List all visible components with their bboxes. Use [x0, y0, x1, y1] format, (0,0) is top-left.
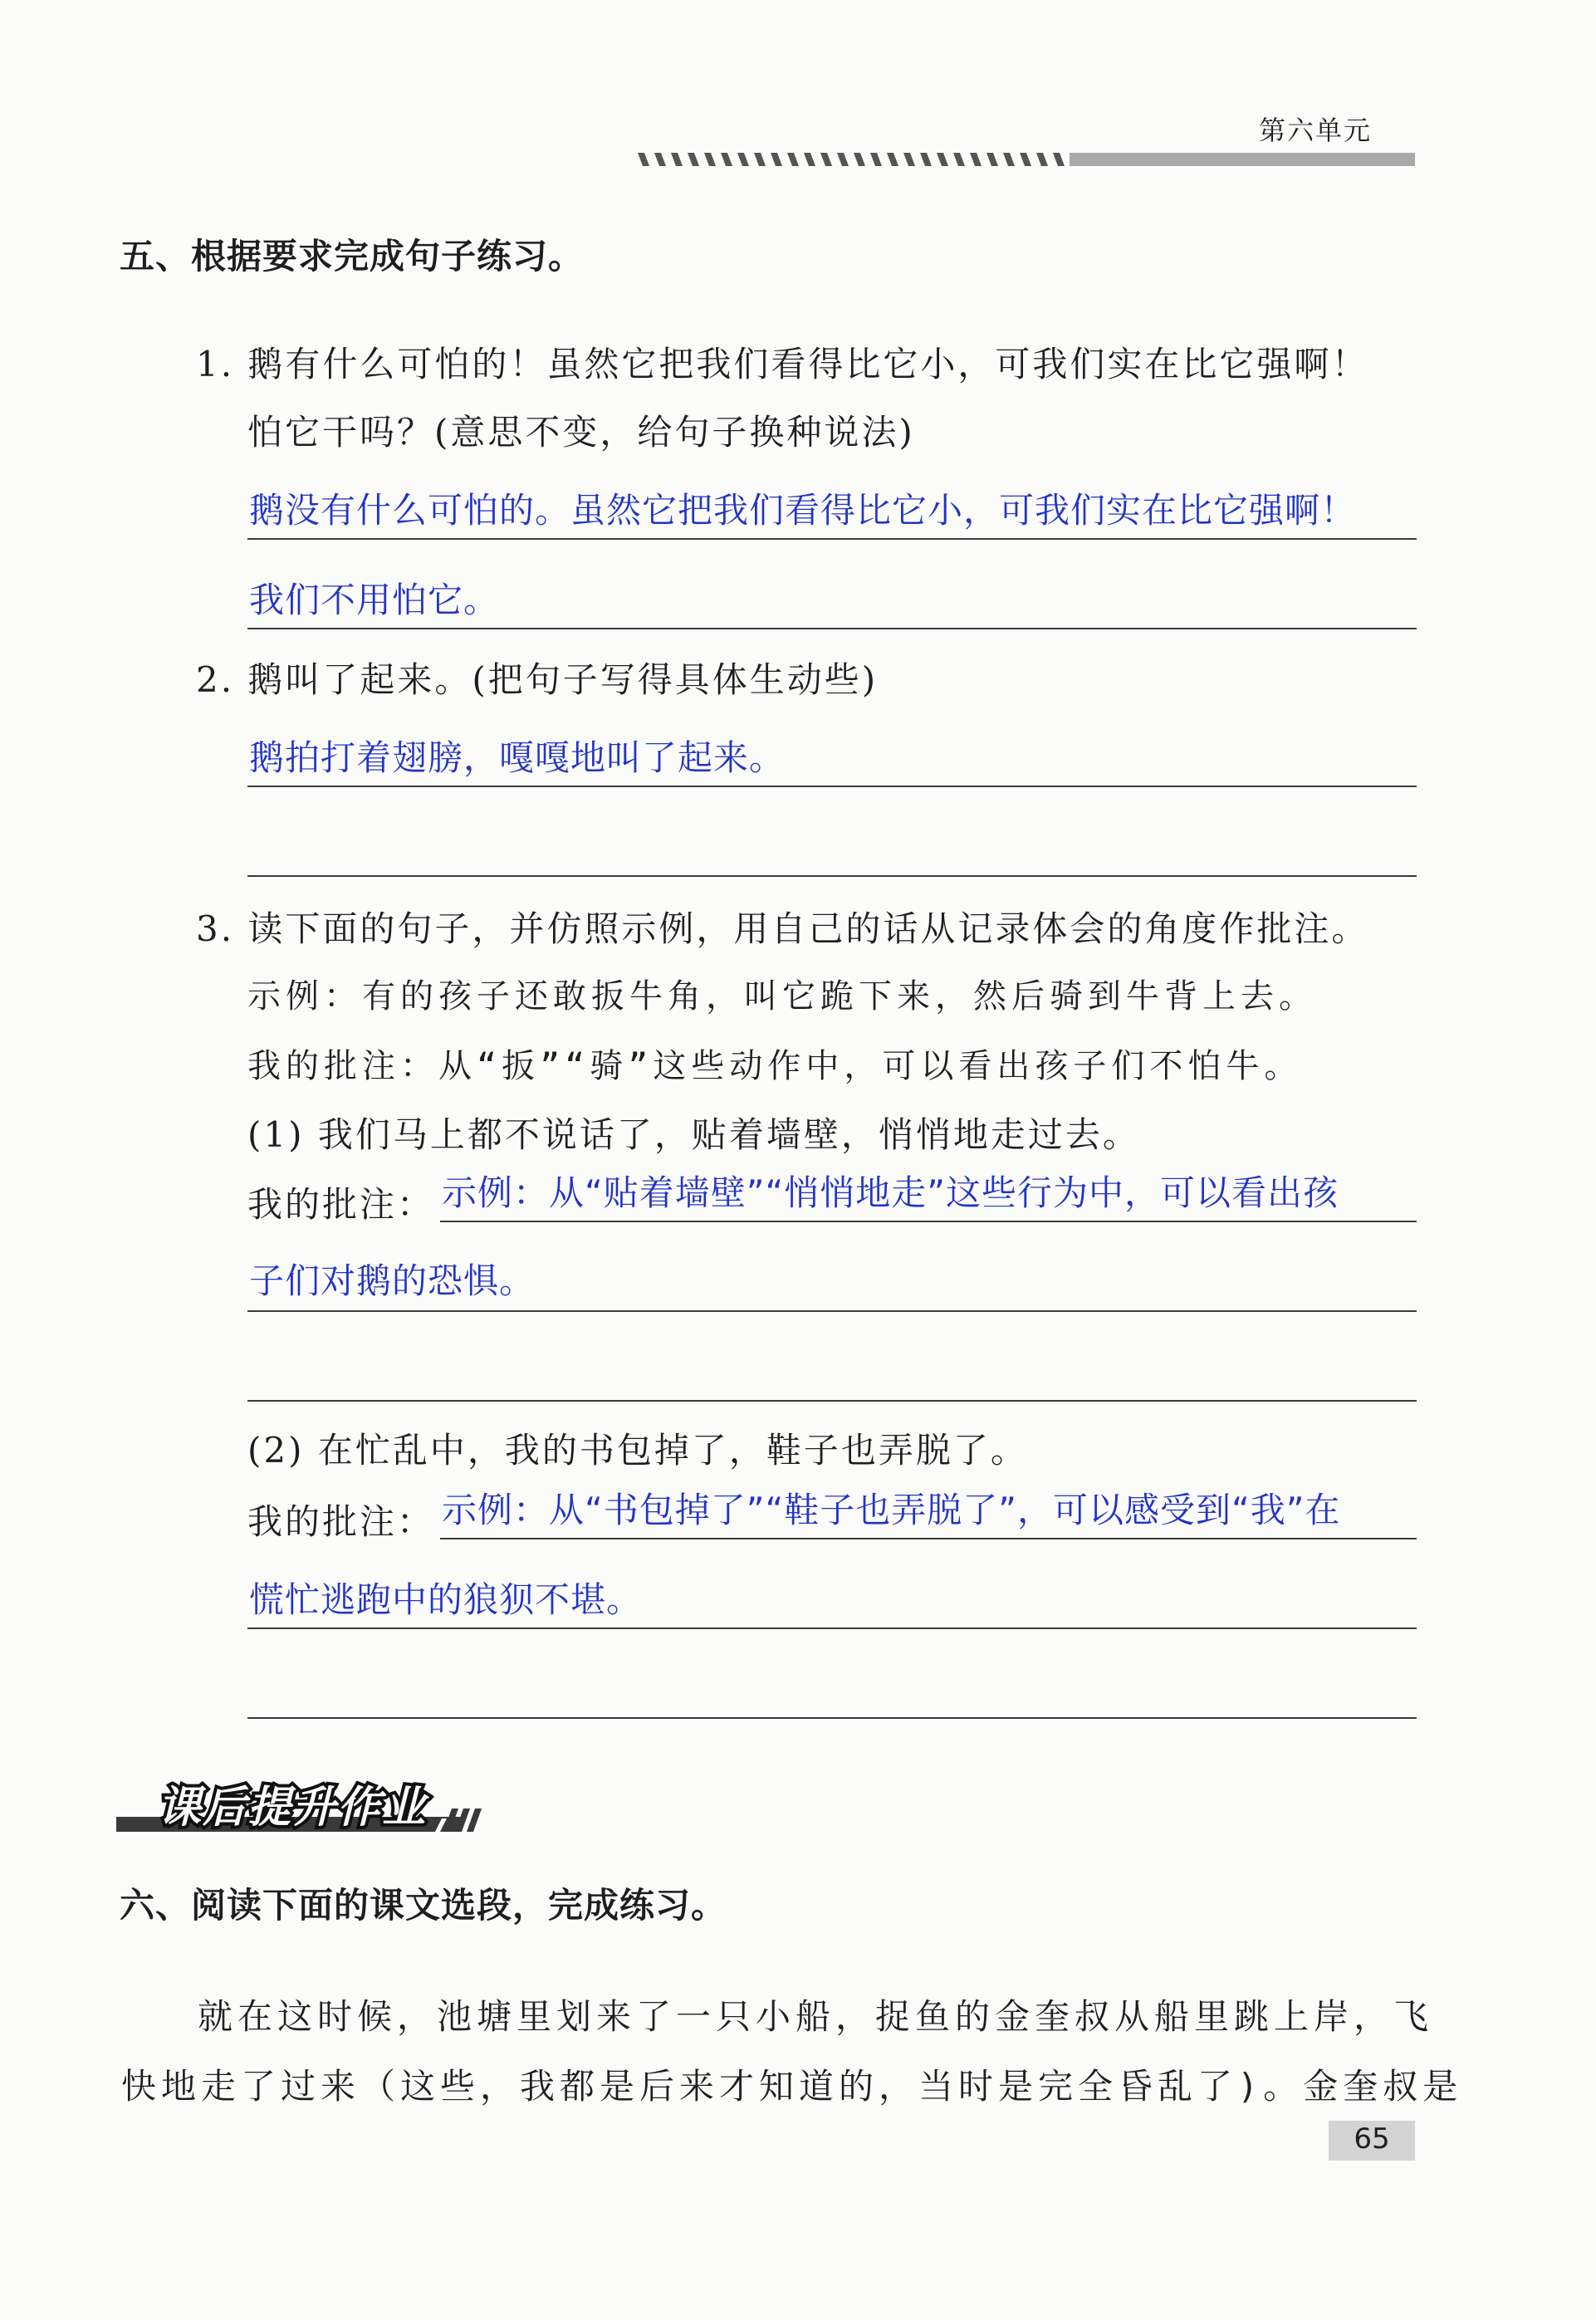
question-3-text: 3. 读下面的句子，并仿照示例，用自己的话从记录体会的角度作批注。 [196, 908, 1369, 949]
sub-answer-1-line-2: 子们对鹅的恐惧。 [249, 1260, 536, 1301]
note-label-2: 我的批注： [247, 1501, 435, 1542]
answer-line [247, 1310, 1417, 1312]
header-decoration-bar [638, 149, 1415, 169]
section-5-title: 五、根据要求完成句子练习。 [120, 236, 585, 277]
answer-1-line-2: 我们不用怕它。 [249, 580, 500, 620]
example-note: 我的批注：从“扳”“骑”这些动作中，可以看出孩子们不怕牛。 [247, 1047, 1303, 1085]
answer-line [440, 1538, 1417, 1539]
answer-line [247, 1717, 1417, 1719]
answer-line [440, 1221, 1417, 1222]
answer-line [247, 628, 1417, 629]
sub-answer-2-line-1: 示例：从“书包掉了”“鞋子也弄脱了”，可以感受到“我”在 [442, 1490, 1341, 1530]
note-label-1: 我的批注： [247, 1184, 435, 1225]
unit-label: 第六单元 [1259, 115, 1373, 146]
answer-2-line-1: 鹅拍打着翅膀，嘎嘎地叫了起来。 [249, 737, 786, 778]
passage-line-2: 快地走了过来（这些，我都是后来才知道的，当时是完全昏乱了)。金奎叔是 [121, 2066, 1463, 2107]
question-1-instruction: 怕它干吗？(意思不变，给句子换种说法) [247, 412, 915, 453]
question-2-text: 2. 鹅叫了起来。(把句子写得具体生动些) [196, 659, 879, 700]
answer-1-line-1: 鹅没有什么可怕的。虽然它把我们看得比它小，可我们实在比它强啊！ [249, 490, 1357, 531]
example-sentence: 示例：有的孩子还敢扳牛角，叫它跪下来，然后骑到牛背上去。 [247, 977, 1317, 1016]
answer-line [247, 1627, 1417, 1629]
answer-line [247, 786, 1417, 787]
question-1-text: 1. 鹅有什么可怕的！虽然它把我们看得比它小，可我们实在比它强啊！ [196, 344, 1369, 384]
sub-answer-2-line-2: 慌忙逃跑中的狼狈不堪。 [249, 1579, 643, 1620]
section-6-title: 六、阅读下面的课文选段，完成练习。 [120, 1885, 727, 1926]
sub-question-2: (2) 在忙乱中，我的书包掉了，鞋子也弄脱了。 [247, 1430, 1028, 1471]
banner-title: 课后提升作业 [158, 1783, 428, 1833]
page-number: 65 [1354, 2122, 1390, 2156]
answer-line [247, 1400, 1417, 1402]
sub-question-1: (1) 我们马上都不说话了，贴着墙壁，悄悄地走过去。 [247, 1114, 1140, 1155]
sub-answer-1-line-1: 示例：从“贴着墙壁”“悄悄地走”这些行为中，可以看出孩 [442, 1172, 1339, 1213]
passage-line-1: 就在这时候，池塘里划来了一只小船，捉鱼的金奎叔从船里跳上岸，飞 [198, 1996, 1434, 2037]
answer-line [247, 538, 1417, 540]
homework-banner [116, 1770, 482, 1837]
answer-line [247, 875, 1417, 877]
